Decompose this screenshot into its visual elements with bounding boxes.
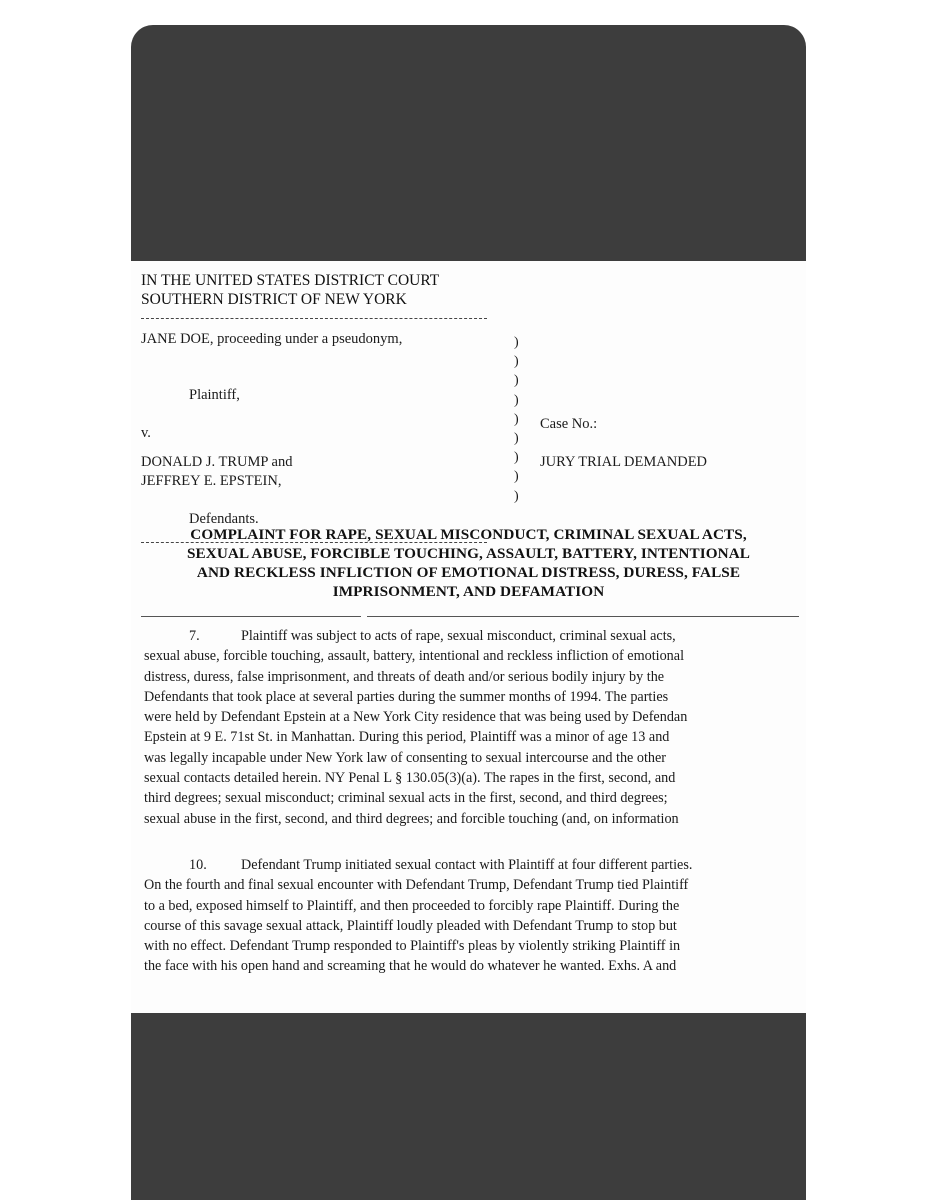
paragraph-line: sexual contacts detailed herein. NY Penal L § 130.05(3)(a). The rapes in the first, second, and	[144, 770, 676, 787]
paragraph-line: course of this savage sexual attack, Plaintiff loudly pleaded with Defendant Trump to stop but	[144, 917, 677, 934]
paragraph-line: Defendants that took place at several parties during the summer months of 1994. The parties	[144, 688, 669, 705]
paragraph-number: 7.	[189, 628, 200, 644]
defendant-line-1: DONALD J. TRUMP and	[141, 454, 293, 470]
paragraph-line: third degrees; sexual misconduct; criminal sexual acts in the first, second, and third degrees;	[144, 790, 668, 807]
caption-paren: )	[514, 335, 519, 350]
document-page	[131, 261, 806, 1013]
paragraph-number: 10.	[189, 857, 207, 873]
caption-paren: )	[514, 354, 519, 370]
defendant-line-2: JEFFREY E. EPSTEIN,	[141, 473, 282, 489]
caption-paren: )	[514, 373, 519, 389]
paragraph-line: the face with his open hand and screaming that he would do whatever he wanted. Exhs. A and	[144, 958, 677, 975]
paragraph-line	[144, 626, 687, 646]
versus-label: v.	[141, 425, 151, 441]
paragraph-line: Epstein at 9 E. 71st St. in Manhattan. During this period, Plaintiff was a minor of age 13 and	[144, 729, 670, 746]
caption-paren: )	[514, 450, 519, 466]
paragraph-line: sexual abuse, forcible touching, assault, battery, intentional and reckless infliction of emotional	[144, 648, 685, 665]
title-line: SEXUAL ABUSE, FORCIBLE TOUCHING, ASSAULT, BATTERY, INTENTIONAL	[187, 545, 750, 562]
caption-paren: )	[514, 430, 519, 446]
paragraph-7	[144, 626, 687, 829]
paragraph-line	[144, 855, 692, 875]
complaint-title	[131, 525, 806, 601]
paragraph-line: to a bed, exposed himself to Plaintiff, and then proceeded to forcibly rape Plaintiff. During the	[144, 897, 680, 914]
paragraph-10	[144, 855, 692, 977]
caption-paren: )	[514, 488, 519, 504]
caption-paren: )	[514, 392, 519, 408]
title-rule-right	[367, 616, 799, 617]
court-line: IN THE UNITED STATES DISTRICT COURT	[141, 272, 440, 289]
paragraph-line: distress, duress, false imprisonment, and threats of death and/or serious bodily injury by the	[144, 668, 665, 685]
paragraph-line: was legally incapable under New York law of consenting to sexual intercourse and the other	[144, 749, 667, 766]
paragraph-line: sexual abuse in the first, second, and third degrees; and forcible touching (and, on information	[144, 810, 679, 827]
title-line: AND RECKLESS INFLICTION OF EMOTIONAL DISTRESS, DURESS, FALSE	[196, 564, 741, 581]
paragraph-first-line: Defendant Trump initiated sexual contact with Plaintiff at four different parties.	[241, 857, 693, 873]
paragraph-line: were held by Defendant Epstein at a New York City residence that was being used by Defendan	[144, 709, 688, 726]
court-heading	[141, 271, 439, 309]
title-rule-left	[141, 616, 361, 617]
defendants-label: Defendants.	[189, 511, 259, 527]
caption-paren: )	[514, 411, 519, 427]
jury-trial-demanded: JURY TRIAL DEMANDED	[540, 454, 708, 470]
caption-parentheses	[514, 333, 519, 506]
paragraph-line: with no effect. Defendant Trump responded to Plaintiff's pleas by violently striking Plaintiff in	[144, 938, 681, 955]
caption-divider-top	[141, 318, 487, 319]
caption-paren: )	[514, 469, 519, 485]
paragraph-first-line: Plaintiff was subject to acts of rape, sexual misconduct, criminal sexual acts,	[241, 628, 676, 644]
plaintiff-label: Plaintiff,	[189, 387, 240, 403]
title-line: COMPLAINT FOR RAPE, SEXUAL MISCONDUCT, CRIMINAL SEXUAL ACTS,	[190, 526, 747, 543]
title-line: IMPRISONMENT, AND DEFAMATION	[332, 583, 605, 600]
plaintiff-name: JANE DOE, proceeding under a pseudonym,	[141, 331, 403, 347]
paragraph-line: On the fourth and final sexual encounter with Defendant Trump, Defendant Trump tied Plaintiff	[144, 877, 689, 894]
image-frame	[131, 25, 806, 1200]
case-number-label: Case No.:	[540, 416, 598, 432]
court-line: SOUTHERN DISTRICT OF NEW YORK	[141, 291, 407, 308]
